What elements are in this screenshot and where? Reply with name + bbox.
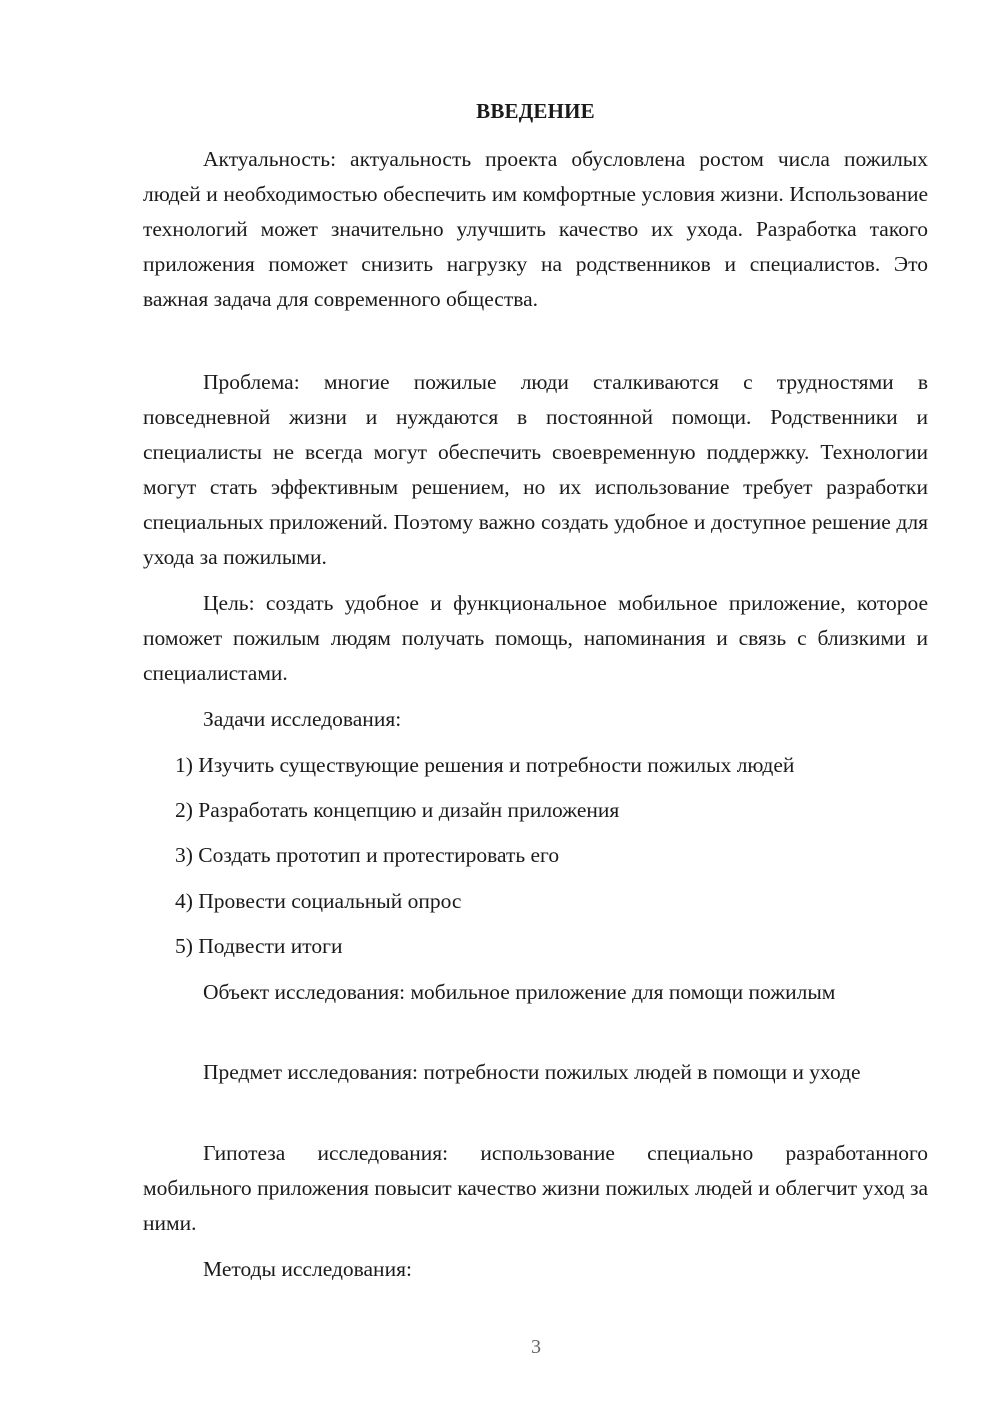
paragraph-object: Объект исследования: мобильное приложение для помощи пожилым [203, 980, 836, 1004]
page-number: 3 [531, 1336, 541, 1358]
task-item: 4) Провести социальный опрос [175, 889, 462, 913]
task-item: 1) Изучить существующие решения и потребности пожилых людей [175, 753, 795, 777]
paragraph-subject: Предмет исследования: потребности пожилых людей в помощи и уходе [203, 1060, 861, 1084]
task-item: 2) Разработать концепцию и дизайн приложения [175, 798, 620, 822]
task-item: 5) Подвести итоги [175, 934, 343, 958]
methods-title: Методы исследования: [203, 1257, 412, 1281]
paragraph-hypothesis: Гипотеза исследования: использование специально разработанного мобильного приложения повысит качество жизни пожилых людей и облегчит уход за ними. [143, 1141, 928, 1235]
tasks-title: Задачи исследования: [203, 707, 402, 731]
section-heading: ВВЕДЕНИЕ [476, 99, 595, 123]
paragraph-problem: Проблема: многие пожилые люди сталкиваются с трудностями в повседневной жизни и нуждаются в постоянной помощи. Родственники и специалисты не всегда могут обеспечить своевременную поддержку. Технологии могут стать эффективным решением, но их использование требует разработки специальных приложений. Поэтому важно создать удобное и доступное решение для ухода за пожилыми. [143, 370, 928, 569]
paragraph-goal: Цель: создать удобное и функциональное мобильное приложение, которое поможет пожилым людям получать помощь, напоминания и связь с близкими и специалистами. [143, 591, 928, 685]
paragraph-relevance: Актуальность: актуальность проекта обусловлена ростом числа пожилых людей и необходимостью обеспечить им комфортные условия жизни. Использование технологий может значительно улучшить качество их ухода. Разработка такого приложения поможет снизить нагрузку на родственников и специалистов. Это важная задача для современного общества. [143, 147, 928, 311]
task-item: 3) Создать прототип и протестировать его [175, 843, 560, 867]
